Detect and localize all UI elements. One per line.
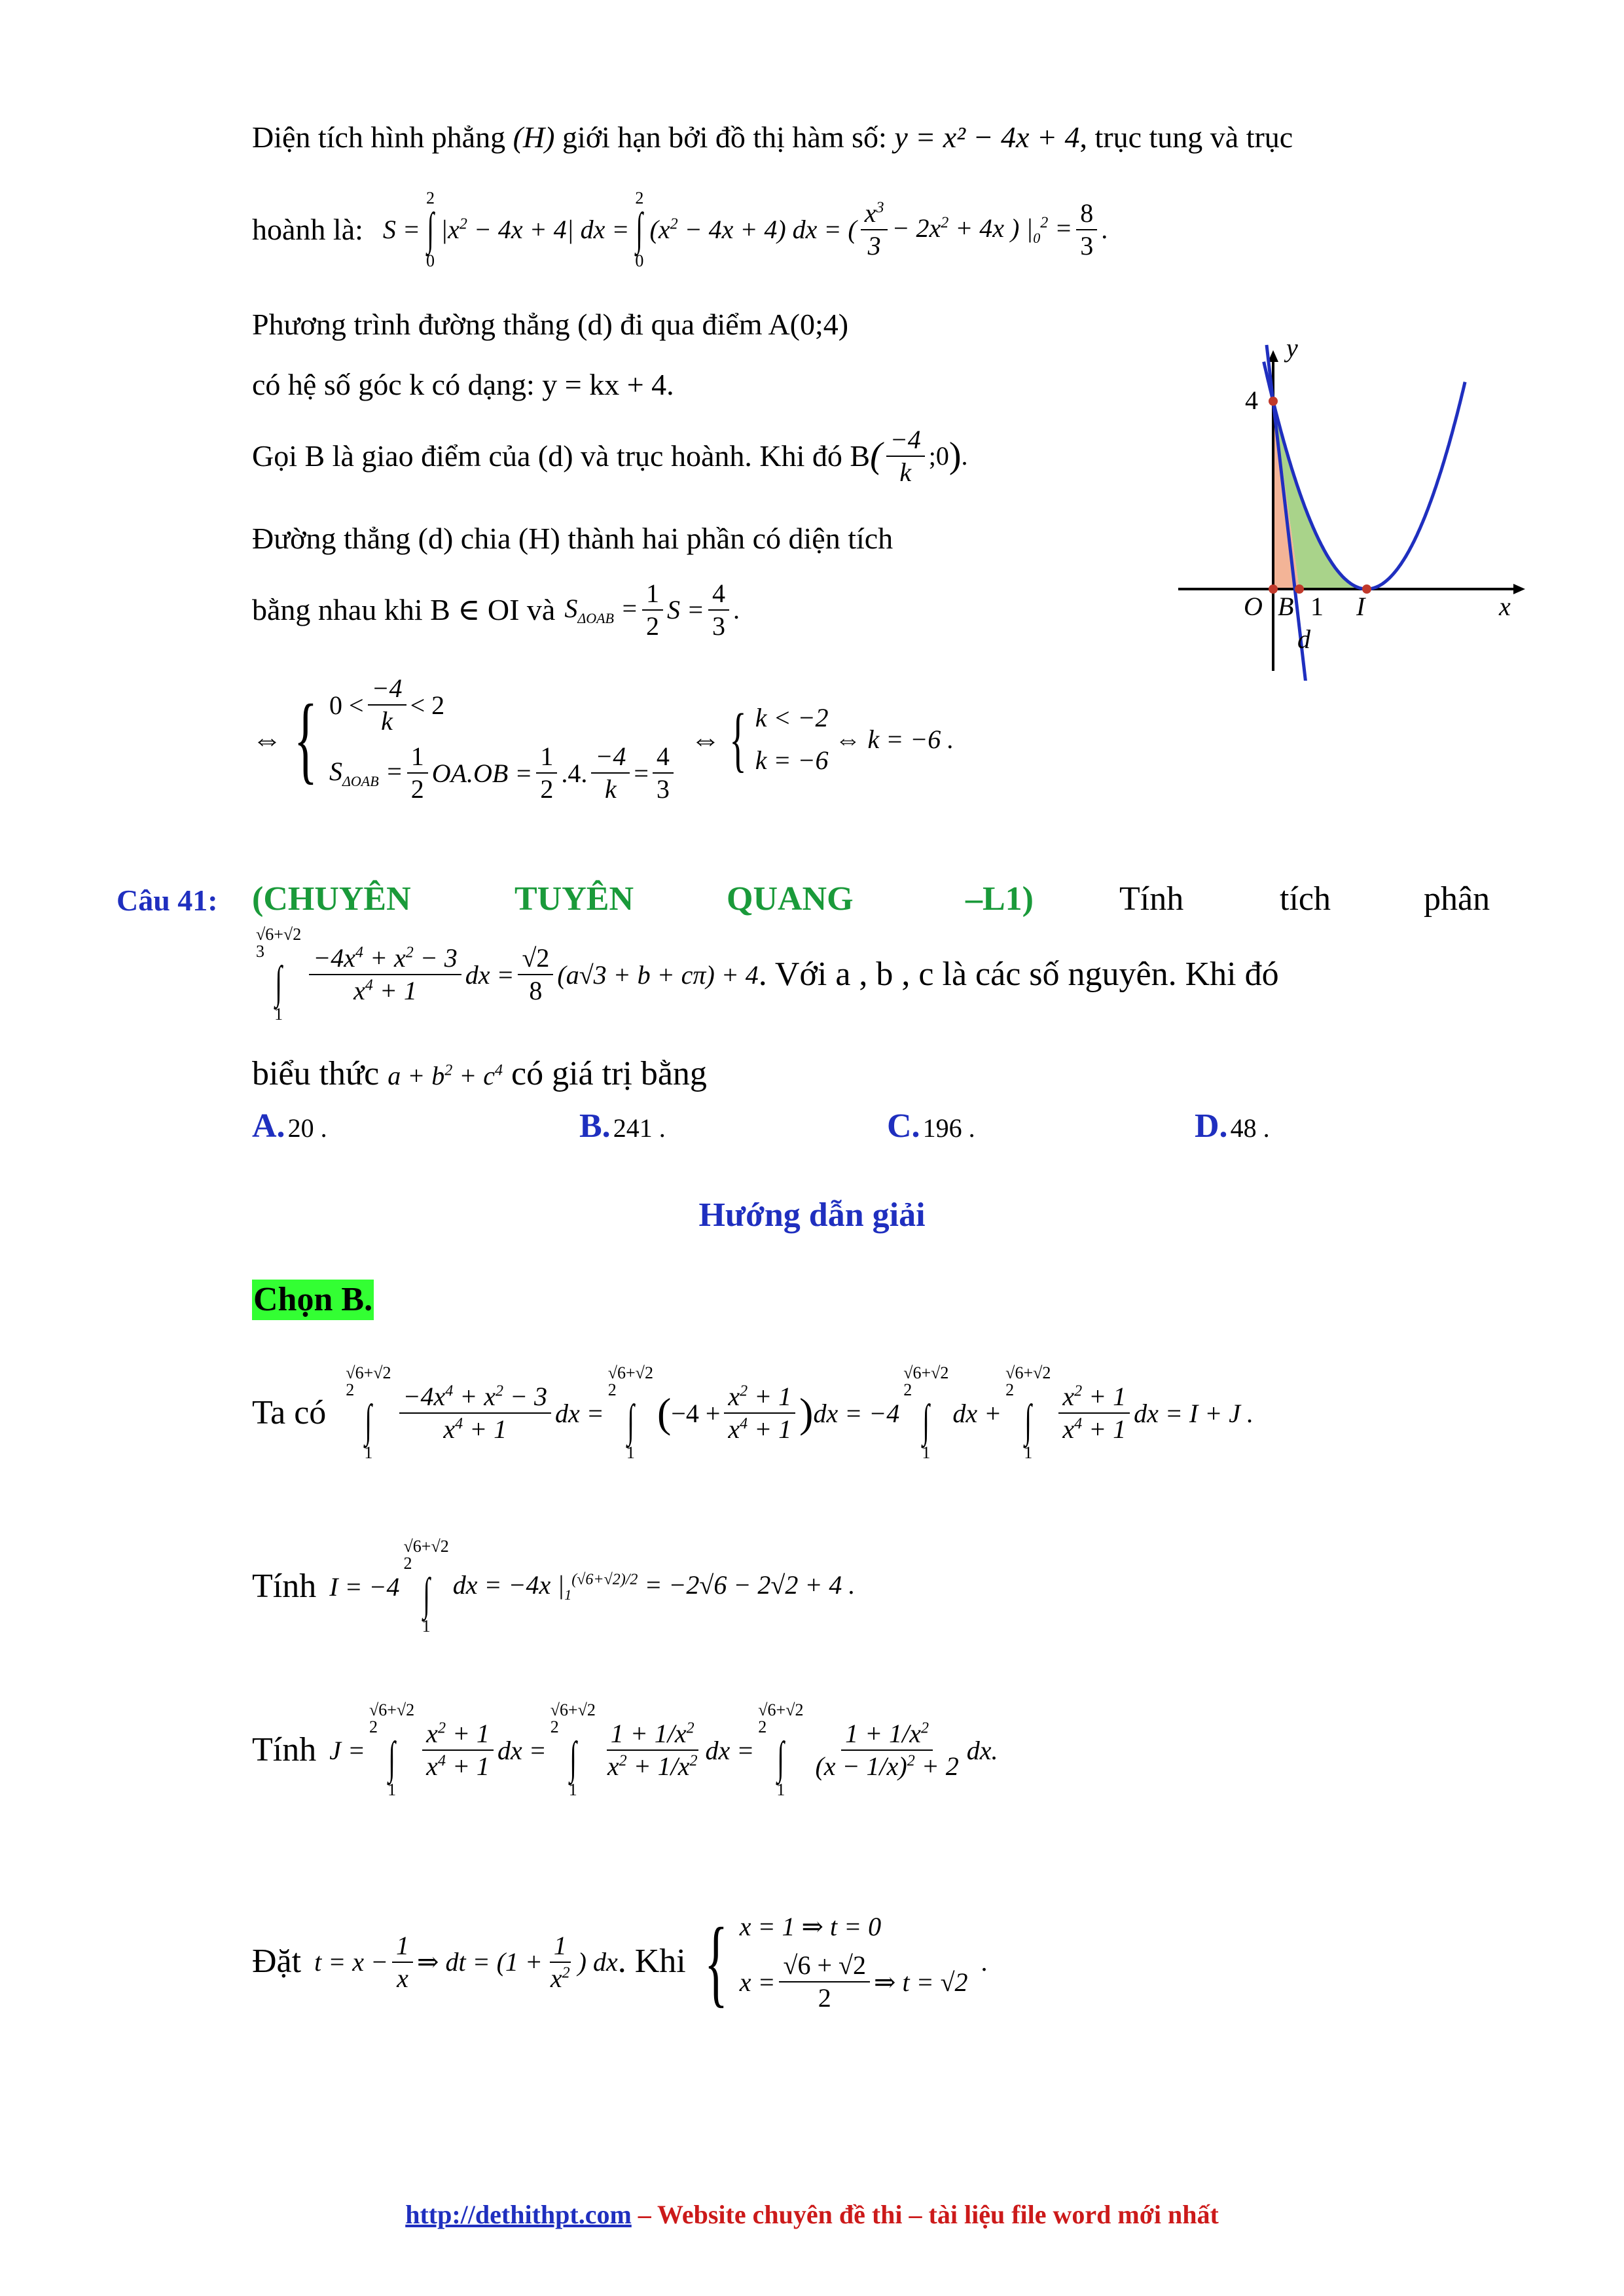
- footer: [0, 2199, 1624, 2230]
- intro-text: bằng nhau khi B ∈ OI và: [252, 593, 556, 627]
- integrand-fraction: $\frac{-4x^4 + x^2 - 3}{x^4 + 1}$: [399, 1382, 552, 1444]
- solution-text: Ta có: [252, 1393, 327, 1431]
- integral: 2 ∫ 0: [635, 188, 644, 270]
- integral: √6+√2 2 ∫ 1: [903, 1363, 949, 1462]
- expression: $a + b^2 + c^4$: [388, 1061, 503, 1090]
- option-letter: D.: [1195, 1107, 1228, 1145]
- fraction: $\frac{1 + 1/x^2}{x^2 + 1/x^2}$: [607, 1719, 698, 1781]
- intro-line-1: [252, 119, 1293, 155]
- fraction: $\frac{x^2 + 1}{x^4 + 1}$: [724, 1382, 795, 1444]
- option-letter: B.: [579, 1107, 611, 1145]
- solution-line-1: Ta có √6+√2 2 ∫ 1 $\frac{-4x^4 + x^2 - 3}{x^4 + 1}$ dx = √6+√2 2 ∫ 1 ( −4 + $\frac{x^2 + 1}{x^4 + 1}$ ) dx = −4 √6+√2 2 ∫ 1 dx + √6+√2 2 ∫ 1 $\frac{x^2 + 1}{x^4 + 1}$ dx = I + J .: [252, 1363, 1254, 1462]
- system-result: ⇔ k = −6 .: [835, 724, 954, 754]
- question-source-1: (CHUYÊN: [252, 880, 411, 918]
- area-formula: S =: [382, 215, 420, 244]
- solution-heading: Hướng dẫn giải: [698, 1196, 926, 1234]
- question-line-3: [252, 1054, 707, 1094]
- question-source-2: TUYÊN: [514, 880, 634, 918]
- intro-text: , trục tung và trục: [1079, 120, 1293, 154]
- fraction: $\frac{√2}{8}$: [518, 944, 553, 1005]
- solution-line-J: Tính J = √6+√2 2 ∫ 1 $\frac{x^2 + 1}{x^4 + 1}$ dx = √6+√2 2 ∫ 1 $\frac{1 + 1/x^2}{x^2 + 1/x^2}$ dx = √6+√2 2 ∫ 1 $\frac{1 + 1/x^2}{(x - 1/x)^2 + 2}$ dx.: [252, 1700, 998, 1799]
- fraction: $\frac{4}{3}$: [708, 579, 729, 641]
- fraction: $\frac{1}{x}$: [392, 1931, 413, 1993]
- integral: √6+√2 2 ∫ 1: [1005, 1363, 1051, 1462]
- abs-integrand: $|x^2 - 4x + 4|$ dx =: [441, 215, 630, 244]
- option-value: 20 .: [287, 1113, 327, 1143]
- integral: √6+√2 3 ∫ 1: [256, 925, 302, 1024]
- point-O: [1269, 584, 1278, 594]
- question-source-4: –L1): [965, 880, 1034, 918]
- question-lead-2: tích: [1280, 880, 1331, 918]
- fraction: $\frac{x^2 + 1}{x^4 + 1}$: [422, 1719, 494, 1781]
- solution-line-substitution: Đặt t = x − $\frac{1}{x}$ ⇒ dt = (1 + $\frac{1}{x^2}$ ) dx . Khi { x = 1 ⇒ t = 0 x = $\frac{√6 + √2}{2}$ ⇒ t = √2 .: [252, 1907, 988, 2017]
- label-d: d: [1297, 624, 1310, 654]
- intro-text: Gọi B là giao điểm của (d) và trục hoành. Khi đó B: [252, 439, 871, 473]
- footer-text: – Website chuyên đề thi – tài liệu file word mới nhất: [631, 2200, 1219, 2229]
- intro-line-2: hoành là: S = 2 ∫ 0 $|x^2 - 4x + 4|$ dx = 2 ∫ 0 $(x^2 - 4x + 4)$ dx = ( $\frac{x^3}{3}$ − $2x^2 + 4x$ ) $|_0^2$ = $\frac{8}{3}$ .: [252, 188, 1108, 270]
- equation-system: ⇔ { 0 < $\frac{-4}{k}$ < 2 $S_{\Delta OAB}$ = $\frac{1}{2}$ OA.OB = $\frac{1}{2}$ .4. $\frac{-4}{k}$ = $\frac{4}{3}$ ⇔ { k < −2 k = −6 ⇔ k = −6 .: [252, 673, 954, 804]
- point-A: [1269, 397, 1278, 406]
- intro-text: giới hạn bởi đồ thị hàm số:: [562, 120, 887, 154]
- question-text: . Với a , b , c là các số nguyên. Khi đó: [758, 955, 1279, 993]
- left-brace: {: [294, 685, 317, 793]
- intro-text: Diện tích hình phẳng: [252, 120, 506, 154]
- label-1: 1: [1310, 592, 1324, 621]
- antiderivative: − $2x^2 + 4x$ ) $|_0^2$ =: [892, 213, 1073, 246]
- integral: √6+√2 2 ∫ 1: [369, 1700, 415, 1799]
- integral: √6+√2 2 ∫ 1: [607, 1363, 653, 1462]
- option-a[interactable]: [252, 1106, 327, 1147]
- intro-line-6: Đường thẳng (d) chia (H) thành hai phần có diện tích: [252, 522, 893, 555]
- intro-text: hoành là:: [252, 213, 363, 247]
- question-lead-3: phân: [1424, 880, 1490, 918]
- parabola-graph: [1172, 327, 1538, 681]
- option-value: 196 .: [922, 1113, 975, 1143]
- fraction: $\frac{1 + 1/x^2}{(x - 1/x)^2 + 2}$: [815, 1719, 959, 1781]
- fraction: $\frac{x^2 + 1}{x^4 + 1}$: [1058, 1382, 1130, 1444]
- integral: 2 ∫ 0: [426, 188, 435, 270]
- x-axis-arrow: [1513, 584, 1525, 594]
- question-integral-line: √6+√2 3 ∫ 1 $\frac{-4x^4 + x^2 - 3}{x^4 + 1}$ dx = $\frac{√2}{8}$ (a√3 + b + cπ) + 4 . Với a , b , c là các số nguyên. Khi đó: [256, 925, 1279, 1024]
- integrand: $(x^2 - 4x + 4)$ dx = (: [649, 215, 857, 244]
- integral: √6+√2 2 ∫ 1: [758, 1700, 804, 1799]
- fraction: $\frac{1}{2}$: [642, 579, 663, 641]
- intro-line-5: Gọi B là giao điểm của (d) và trục hoành. Khi đó B ( $\frac{-4}{k}$ ;0 ) .: [252, 425, 968, 487]
- intro-line-3: Phương trình đường thẳng (d) đi qua điểm A(0;4): [252, 308, 849, 341]
- function-expression: y = x² − 4x + 4: [894, 120, 1080, 154]
- question-text: biểu thức: [252, 1055, 380, 1092]
- fraction: $\frac{-4}{k}$: [368, 674, 406, 736]
- result-fraction: $\frac{8}{3}$: [1076, 199, 1097, 260]
- solution-text: Tính: [252, 1567, 317, 1605]
- intro-line-7: bằng nhau khi B ∈ OI và $S_{\Delta OAB}$ = $\frac{1}{2}$ S = $\frac{4}{3}$ .: [252, 579, 740, 641]
- label-B: B: [1278, 592, 1294, 621]
- region-H: (H): [513, 120, 555, 154]
- area-condition: $S_{\Delta OAB}$ =: [564, 593, 638, 626]
- option-letter: C.: [887, 1107, 920, 1145]
- fraction: $\frac{1}{2}$: [407, 742, 428, 804]
- fraction: $\frac{-4}{k}$: [591, 742, 630, 804]
- option-d[interactable]: [1195, 1106, 1270, 1147]
- question-lead-1: Tính: [1119, 880, 1184, 918]
- label-x: x: [1499, 592, 1511, 621]
- point-B: [1295, 584, 1304, 594]
- option-c[interactable]: [887, 1106, 975, 1147]
- solution-choice: Chọn B.: [252, 1280, 374, 1320]
- question-text: có giá trị bằng: [511, 1055, 707, 1092]
- left-brace: {: [704, 1907, 728, 2017]
- option-letter: A.: [252, 1107, 285, 1145]
- label-y: y: [1286, 333, 1298, 363]
- solution-text: Tính: [252, 1731, 317, 1768]
- integrand-fraction: $\frac{-4x^4 + x^2 - 3}{x^4 + 1}$: [309, 944, 461, 1005]
- option-value: 48 .: [1230, 1113, 1270, 1143]
- left-brace: {: [729, 699, 747, 779]
- fraction: $\frac{1}{2}$: [536, 742, 557, 804]
- label-I: I: [1356, 592, 1365, 621]
- option-value: 241 .: [613, 1113, 666, 1143]
- question-source-3: QUANG: [727, 880, 854, 918]
- label-4: 4: [1245, 386, 1258, 415]
- fraction: $\frac{1}{x^2}$: [550, 1930, 570, 1993]
- integral: √6+√2 2 ∫ 1: [403, 1537, 449, 1636]
- solution-text: Đặt: [252, 1943, 302, 1981]
- integral: √6+√2 2 ∫ 1: [346, 1363, 391, 1462]
- fraction: $\frac{√6 + √2}{2}$: [779, 1951, 869, 2013]
- footer-link[interactable]: http://dethithpt.com: [405, 2200, 632, 2229]
- label-O: O: [1244, 592, 1263, 621]
- fraction: $\frac{-4}{k}$: [886, 425, 925, 487]
- fraction: $\frac{4}{3}$: [653, 742, 674, 804]
- intro-line-4: có hệ số góc k có dạng: y = kx + 4.: [252, 368, 674, 401]
- solution-text: . Khi: [617, 1943, 686, 1981]
- option-b[interactable]: [579, 1106, 666, 1147]
- question-number: Câu 41:: [117, 884, 218, 917]
- fraction: $\frac{x^3}{3}$: [861, 199, 888, 260]
- integral: √6+√2 2 ∫ 1: [550, 1700, 596, 1799]
- solution-line-I: Tính I = −4 √6+√2 2 ∫ 1 dx = −4x $|_1^{(√6+√2)/2} = -2√6 - 2√2 + 4$ .: [252, 1537, 856, 1636]
